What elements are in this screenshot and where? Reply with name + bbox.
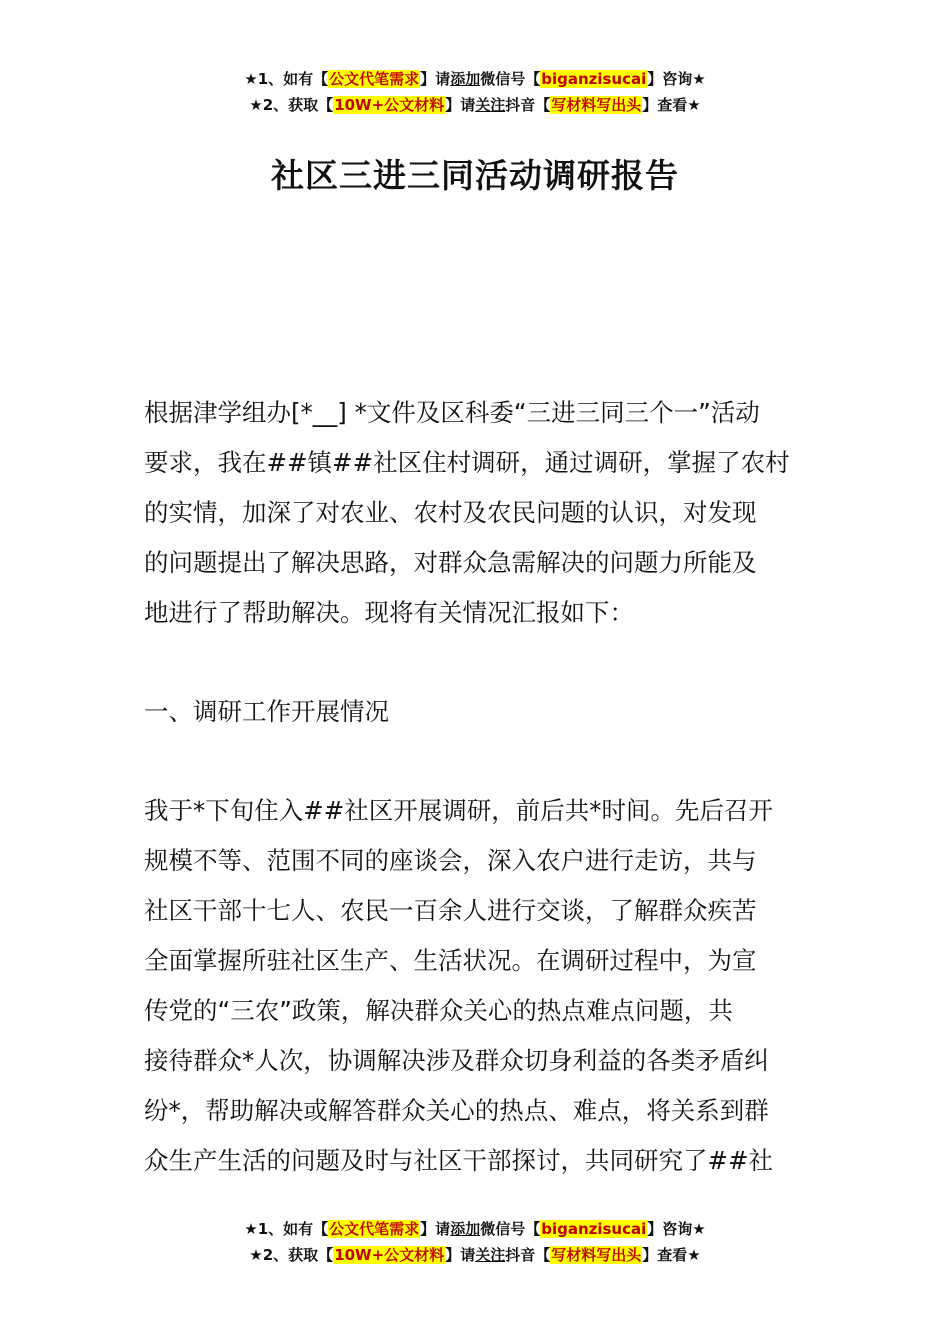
text-line: 众生产生活的问题及时与社区干部探讨，共同研究了##社 [144, 1146, 774, 1175]
text-line: 我于*下旬住入##社区开展调研，前后共*时间。先后召开 [144, 796, 774, 825]
promo-highlight: 10W+公文材料 [334, 96, 445, 114]
paragraph-section-1 [144, 786, 809, 1186]
text-line: 社区干部十七人、农民一百余人进行交谈，了解群众疾苦 [144, 896, 757, 925]
promo-text: ★2、获取【 [249, 1246, 334, 1264]
promo-underlined: 添加 [450, 1220, 481, 1238]
promo-highlight: 公文代笔需求 [329, 1220, 420, 1238]
text-line: 传党的“三农”政策，解决群众关心的热点难点问题，共 [144, 996, 733, 1025]
promo-highlight: biganzisucai [541, 70, 647, 88]
promo-text: 】请 [445, 1246, 476, 1264]
promo-text: 抖音【 [505, 96, 551, 114]
text-line: 全面掌握所驻社区生产、生活状况。在调研过程中，为宣 [144, 946, 757, 975]
text-line: 要求，我在##镇##社区住村调研，通过调研，掌握了农村 [144, 448, 790, 477]
promo-highlight: 写材料写出头 [551, 1246, 642, 1264]
text-line: 的问题提出了解决思路，对群众急需解决的问题力所能及 [144, 548, 757, 577]
promo-line-2 [0, 1242, 950, 1268]
document-title: 社区三进三同活动调研报告 [271, 156, 679, 195]
promo-text: 微信号【 [480, 1220, 541, 1238]
promo-text: 】请 [420, 1220, 451, 1238]
promo-highlight: 10W+公文材料 [334, 1246, 445, 1264]
text-line: 的实情，加深了对农业、农村及农民问题的认识，对发现 [144, 498, 757, 527]
promo-line-1 [0, 1216, 950, 1242]
promo-highlight: 写材料写出头 [551, 96, 642, 114]
promo-text: 】请 [445, 96, 476, 114]
section-heading: 一、调研工作开展情况 [144, 697, 389, 726]
promo-text: ★1、如有【 [244, 1220, 329, 1238]
promo-highlight: biganzisucai [541, 1220, 647, 1238]
bottom-promo-banner [0, 1216, 950, 1268]
promo-underlined: 关注 [475, 1246, 506, 1264]
promo-text: 抖音【 [505, 1246, 551, 1264]
paragraph-intro [144, 388, 809, 638]
promo-highlight: 公文代笔需求 [329, 70, 420, 88]
promo-text: 】查看★ [642, 96, 701, 114]
promo-text: 】咨询★ [647, 1220, 706, 1238]
text-line: 规模不等、范围不同的座谈会，深入农户进行走访，共与 [144, 846, 757, 875]
top-promo-banner [0, 66, 950, 118]
promo-underlined: 关注 [475, 96, 506, 114]
text-line: 地进行了帮助解决。现将有关情况汇报如下： [144, 598, 634, 627]
promo-line-2 [0, 92, 950, 118]
promo-text: ★1、如有【 [244, 70, 329, 88]
text-line: 纷*，帮助解决或解答群众关心的热点、难点，将关系到群 [144, 1096, 769, 1125]
promo-text: 】请 [420, 70, 451, 88]
promo-underlined: 添加 [450, 70, 481, 88]
promo-text: ★2、获取【 [249, 96, 334, 114]
promo-text: 】查看★ [642, 1246, 701, 1264]
promo-line-1 [0, 66, 950, 92]
text-line: 接待群众*人次，协调解决涉及群众切身利益的各类矛盾纠 [144, 1046, 769, 1075]
promo-text: 微信号【 [480, 70, 541, 88]
text-line: 根据津学组办[*__] *文件及区科委“三进三同三个一”活动 [144, 398, 760, 427]
promo-text: 】咨询★ [647, 70, 706, 88]
